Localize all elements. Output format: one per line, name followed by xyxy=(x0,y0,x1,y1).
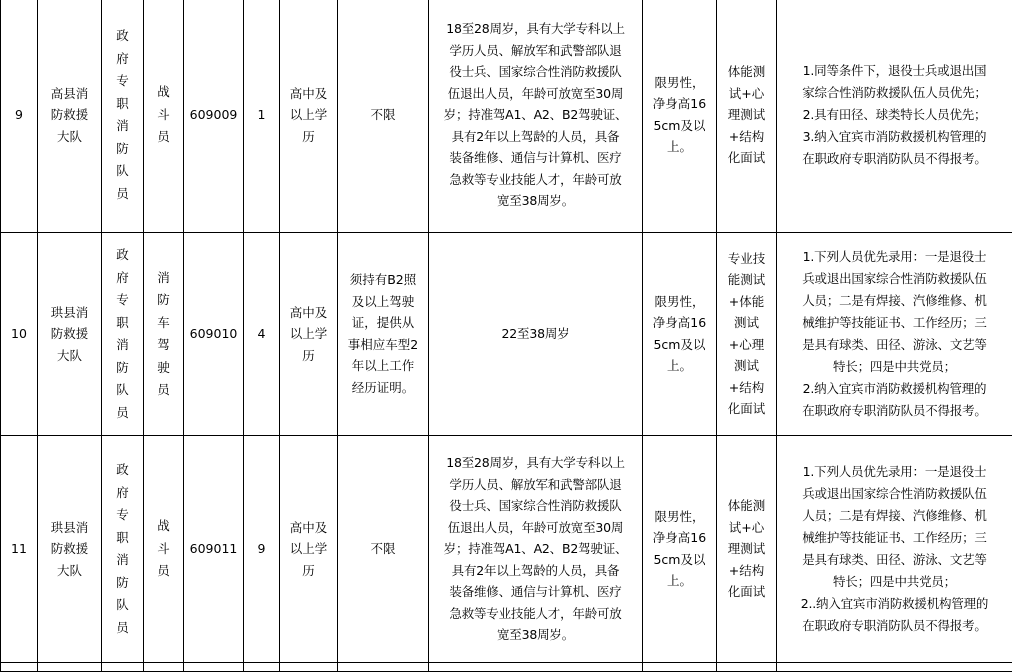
code-cell: 609010 xyxy=(184,233,244,436)
count-cell: 9 xyxy=(244,436,280,663)
category-cell: 政府专职消防队员 xyxy=(102,436,144,663)
seq-cell: 11 xyxy=(1,436,38,663)
category-cell: 政府专职消防队员 xyxy=(102,0,144,233)
age-cell: 22至38周岁 xyxy=(429,233,643,436)
category-cell: 政府专职消防队员 xyxy=(102,233,144,436)
notes-cell: 1.下列人员优先录用：一是退役士 兵或退出国家综合性消防救援队伍 人员；二是有焊接、汽修维修、机 械维护等技能证书、工作经历；三 是具有球类、田径、游泳、文艺等 特长；四是中共党员； 2..纳入宜宾市消防救援机构管理的 在职政府专职消防队员不得报考。 xyxy=(777,436,1012,663)
table-row xyxy=(1,0,1012,233)
code-cell: 609011 xyxy=(184,436,244,663)
unit-cell: 珙县消防救援大队 xyxy=(38,436,102,663)
age-cell: 18至28周岁，具有大学专科以上 学历人员、解放军和武警部队退 役士兵、国家综合性消防救援队 伍退出人员，年龄可放宽至30周 岁；持准驾A1、A2、B2驾驶证、 具有2年以上驾龄的人员，具备 装备维修、通信与计算机、医疗 急救等专业技能人才，年龄可放 宽至38周岁。 xyxy=(429,436,643,663)
gender-cell: 限男性，净身高165cm及以上。 xyxy=(643,436,717,663)
code-cell: 609009 xyxy=(184,0,244,233)
education-cell: 高中及以上学历 xyxy=(280,436,338,663)
table-row xyxy=(1,233,1012,436)
major-cell: 不限 xyxy=(338,0,429,233)
seq-cell: 10 xyxy=(1,233,38,436)
education-cell: 高中及以上学历 xyxy=(280,233,338,436)
gender-cell: 限男性，净身高165cm及以上。 xyxy=(643,0,717,233)
notes-cell: 1.下列人员优先录用：一是退役士 兵或退出国家综合性消防救援队伍 人员；二是有焊接、汽修维修、机 械维护等技能证书、工作经历；三 是具有球类、田径、游泳、文艺等 特长；四是中共党员； 2.纳入宜宾市消防救援机构管理的 在职政府专职消防队员不得报考。 xyxy=(777,233,1012,436)
table-row-partial xyxy=(1,663,1012,672)
age-cell: 18至28周岁，具有大学专科以上 学历人员、解放军和武警部队退 役士兵、国家综合性消防救援队 伍退出人员，年龄可放宽至30周 岁；持准驾A1、A2、B2驾驶证、 具有2年以上驾龄的人员，具备 装备维修、通信与计算机、医疗 急救等专业技能人才，年龄可放 宽至38周岁。 xyxy=(429,0,643,233)
count-cell: 1 xyxy=(244,0,280,233)
education-cell: 高中及以上学历 xyxy=(280,0,338,233)
exam-cell: 体能测试+心理测试+结构化面试 xyxy=(717,0,777,233)
position-cell: 消防车驾驶员 xyxy=(144,233,184,436)
major-cell: 不限 xyxy=(338,436,429,663)
gender-cell: 限男性，净身高165cm及以上。 xyxy=(643,233,717,436)
exam-cell: 体能测试+心理测试+结构化面试 xyxy=(717,436,777,663)
major-cell: 须持有B2照及以上驾驶证，提供从事相应车型2年以上工作经历证明。 xyxy=(338,233,429,436)
unit-cell: 珙县消防救援大队 xyxy=(38,233,102,436)
notes-cell: 1.同等条件下，退役士兵或退出国 家综合性消防救援队伍人员优先； 2.具有田径、球类特长人员优先； 3.纳入宜宾市消防救援机构管理的 在职政府专职消防队员不得报考。 xyxy=(777,0,1012,233)
unit-cell: 高县消防救援大队 xyxy=(38,0,102,233)
exam-cell: 专业技能测试+体能测试+心理测试+结构化面试 xyxy=(717,233,777,436)
count-cell: 4 xyxy=(244,233,280,436)
position-cell: 战斗员 xyxy=(144,436,184,663)
seq-cell: 9 xyxy=(1,0,38,233)
position-cell: 战斗员 xyxy=(144,0,184,233)
table-row xyxy=(1,436,1012,663)
